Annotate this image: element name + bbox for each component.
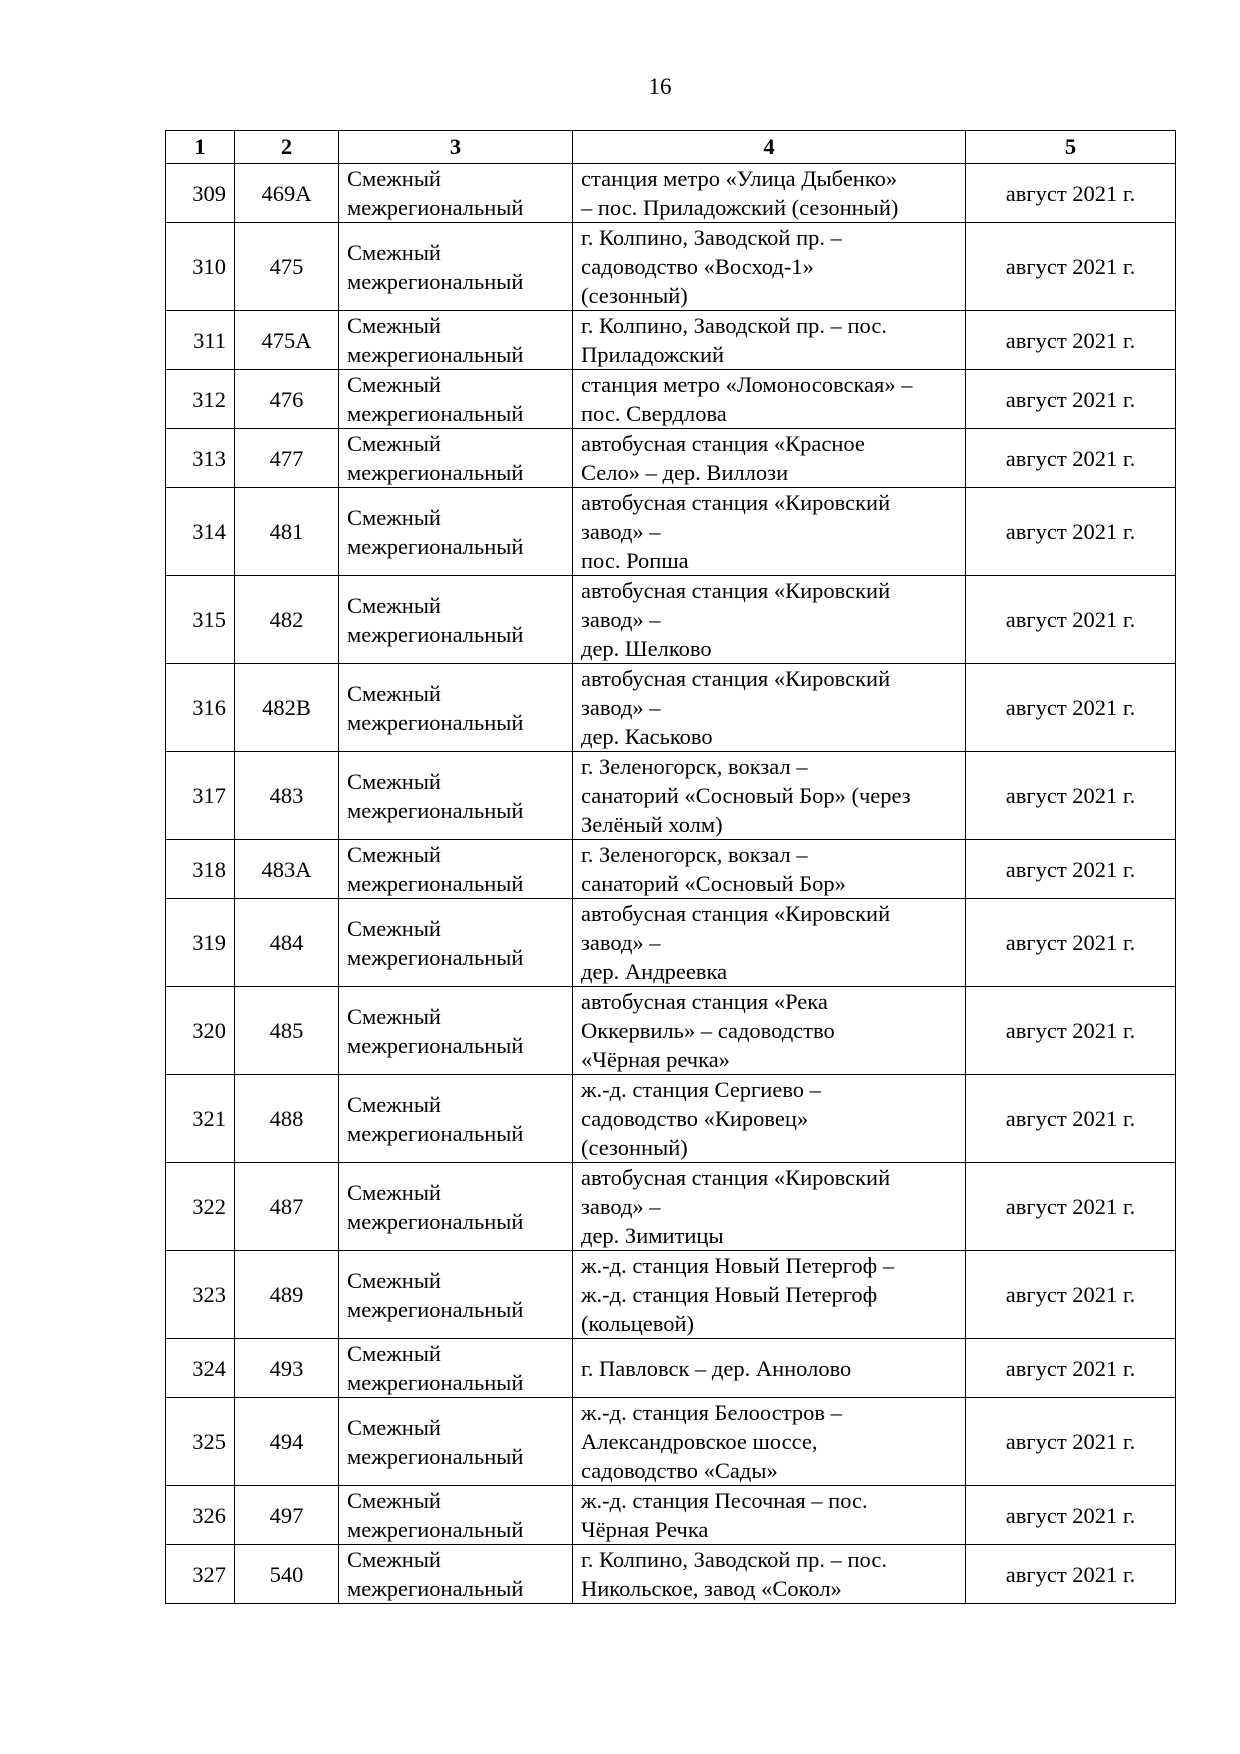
route-type-line: Смежный (347, 504, 441, 530)
row-number: 311 (166, 311, 235, 370)
table-row (166, 1251, 1176, 1339)
route-type-line: межрегиональный (347, 1443, 524, 1469)
route-type-line: Смежный (347, 1003, 441, 1029)
route-number: 482В (235, 664, 339, 752)
route-type-line: Смежный (347, 1414, 441, 1440)
route-type-line: межрегиональный (347, 342, 524, 367)
route-type-line: Смежный (347, 431, 441, 456)
route-path-line: Оккервиль» – садоводство (581, 1018, 835, 1043)
route-path-line: садоводство «Восход-1» (581, 254, 814, 279)
route-number: 488 (235, 1075, 339, 1163)
route-number: 481 (235, 488, 339, 576)
route-path-line: – пос. Приладожский (сезонный) (581, 195, 899, 220)
route-number: 482 (235, 576, 339, 664)
route-number: 477 (235, 429, 339, 488)
table-row (166, 576, 1176, 664)
route-type-line: Смежный (347, 1179, 441, 1205)
route-path-line: г. Зеленогорск, вокзал – (581, 754, 808, 779)
route-path-line: г. Колпино, Заводской пр. – пос. (581, 313, 887, 338)
route-type (339, 1339, 573, 1398)
start-date: август 2021 г. (966, 664, 1176, 752)
header-col-5: 5 (966, 131, 1176, 164)
route-type-line: межрегиональный (347, 268, 524, 294)
route-path-line: автобусная станция «Река (581, 989, 828, 1014)
route-path-line: ж.-д. станция Песочная – пос. (581, 1488, 868, 1513)
start-date: август 2021 г. (966, 1486, 1176, 1545)
route-path-line: г. Зеленогорск, вокзал – (581, 842, 808, 867)
route-path-line: станция метро «Ломоносовская» – (581, 372, 913, 397)
table-row (166, 488, 1176, 576)
route-type-line: межрегиональный (347, 944, 524, 970)
route-path (573, 1545, 966, 1604)
route-type (339, 164, 573, 223)
route-type-line: Смежный (347, 842, 441, 867)
start-date: август 2021 г. (966, 1251, 1176, 1339)
row-number: 325 (166, 1398, 235, 1486)
row-number: 310 (166, 223, 235, 311)
route-path-line: Приладожский (581, 342, 725, 367)
route-number: 493 (235, 1339, 339, 1398)
route-type-line: межрегиональный (347, 1370, 524, 1395)
route-type-line: межрегиональный (347, 1517, 524, 1542)
route-type-line: Смежный (347, 1091, 441, 1117)
route-number: 497 (235, 1486, 339, 1545)
route-path-line: Чёрная Речка (581, 1517, 709, 1542)
route-type-line: Смежный (347, 313, 441, 338)
start-date: август 2021 г. (966, 840, 1176, 899)
start-date: август 2021 г. (966, 1339, 1176, 1398)
route-path-line: автобусная станция «Кировский (581, 901, 891, 926)
route-number: 483А (235, 840, 339, 899)
table-row (166, 840, 1176, 899)
route-path (573, 987, 966, 1075)
row-number: 318 (166, 840, 235, 899)
route-path-line: завод» – (581, 930, 661, 955)
route-path-line: «Чёрная речка» (581, 1047, 730, 1072)
route-type-line: межрегиональный (347, 1208, 524, 1234)
route-path (573, 1251, 966, 1339)
route-path (573, 1486, 966, 1545)
route-path-line: Никольское, завод «Сокол» (581, 1576, 842, 1601)
route-number: 475 (235, 223, 339, 311)
route-path (573, 752, 966, 840)
table-row (166, 1075, 1176, 1163)
route-path-line: автобусная станция «Красное (581, 431, 865, 456)
route-type-line: межрегиональный (347, 195, 524, 220)
route-type-line: Смежный (347, 166, 441, 191)
row-number: 320 (166, 987, 235, 1075)
route-type (339, 1486, 573, 1545)
start-date: август 2021 г. (966, 752, 1176, 840)
route-path (573, 1075, 966, 1163)
start-date: август 2021 г. (966, 370, 1176, 429)
route-type-line: Смежный (347, 1547, 441, 1572)
route-path (573, 311, 966, 370)
route-path-line: ж.-д. станция Новый Петергоф – (581, 1253, 895, 1278)
route-path (573, 664, 966, 752)
start-date: август 2021 г. (966, 488, 1176, 576)
route-path-line: дер. Каськово (581, 724, 713, 749)
route-path (573, 429, 966, 488)
start-date: август 2021 г. (966, 1398, 1176, 1486)
route-type-line: Смежный (347, 1488, 441, 1513)
table-row (166, 223, 1176, 311)
route-type (339, 1163, 573, 1251)
start-date: август 2021 г. (966, 576, 1176, 664)
route-path (573, 488, 966, 576)
route-path-line: санаторий «Сосновый Бор» (581, 871, 846, 896)
header-col-2: 2 (235, 131, 339, 164)
table-row (166, 370, 1176, 429)
table-row (166, 899, 1176, 987)
route-path-line: садоводство «Сады» (581, 1458, 778, 1483)
route-path-line: Село» – дер. Виллози (581, 460, 789, 485)
route-path-line: пос. Свердлова (581, 401, 727, 426)
route-type-line: Смежный (347, 372, 441, 397)
route-type (339, 488, 573, 576)
row-number: 315 (166, 576, 235, 664)
row-number: 321 (166, 1075, 235, 1163)
route-type (339, 1075, 573, 1163)
table-row (166, 1398, 1176, 1486)
route-number: 540 (235, 1545, 339, 1604)
route-type (339, 752, 573, 840)
route-type-line: межрегиональный (347, 1576, 524, 1601)
route-type (339, 664, 573, 752)
route-path (573, 370, 966, 429)
route-path-line: (сезонный) (581, 1135, 688, 1160)
header-row (166, 131, 1176, 164)
route-path (573, 1339, 966, 1398)
table-row (166, 664, 1176, 752)
route-number: 484 (235, 899, 339, 987)
row-number: 312 (166, 370, 235, 429)
route-number: 483 (235, 752, 339, 840)
route-path-line: дер. Андреевка (581, 959, 728, 984)
route-path (573, 899, 966, 987)
route-type (339, 370, 573, 429)
route-type-line: межрегиональный (347, 871, 524, 896)
route-type-line: межрегиональный (347, 401, 524, 426)
route-path-line: дер. Зимитицы (581, 1223, 724, 1248)
route-path-line: дер. Шелково (581, 636, 712, 661)
route-type (339, 311, 573, 370)
route-type-line: Смежный (347, 768, 441, 794)
route-path-line: ж.-д. станция Новый Петергоф (581, 1282, 878, 1307)
row-number: 313 (166, 429, 235, 488)
table-row (166, 1163, 1176, 1251)
route-path-line: Александровское шоссе, (581, 1429, 818, 1454)
start-date: август 2021 г. (966, 429, 1176, 488)
table-row (166, 164, 1176, 223)
route-path-line: Зелёный холм) (581, 812, 723, 837)
route-type-line: межрегиональный (347, 1296, 524, 1322)
route-path-line: (сезонный) (581, 283, 688, 308)
route-path (573, 576, 966, 664)
route-number: 475А (235, 311, 339, 370)
route-type-line: Смежный (347, 915, 441, 941)
route-number: 489 (235, 1251, 339, 1339)
route-path-line: ж.-д. станция Белоостров – (581, 1400, 842, 1425)
table-row (166, 987, 1176, 1075)
route-path-line: автобусная станция «Кировский (581, 1165, 891, 1190)
header-col-3: 3 (339, 131, 573, 164)
row-number: 314 (166, 488, 235, 576)
route-type-line: Смежный (347, 592, 441, 618)
route-type (339, 1251, 573, 1339)
route-path (573, 1398, 966, 1486)
table-row (166, 1339, 1176, 1398)
table-row (166, 311, 1176, 370)
route-type-line: межрегиональный (347, 621, 524, 647)
route-type (339, 840, 573, 899)
route-path-line: г. Павловск – дер. Аннолово (581, 1355, 852, 1381)
route-path-line: автобусная станция «Кировский (581, 666, 891, 691)
route-number: 485 (235, 987, 339, 1075)
header-col-4: 4 (573, 131, 966, 164)
row-number: 327 (166, 1545, 235, 1604)
row-number: 326 (166, 1486, 235, 1545)
route-path-line: садоводство «Кировец» (581, 1106, 809, 1131)
route-type (339, 1398, 573, 1486)
table-row (166, 1545, 1176, 1604)
route-type-line: межрегиональный (347, 1032, 524, 1058)
route-number: 476 (235, 370, 339, 429)
route-path-line: г. Колпино, Заводской пр. – (581, 225, 842, 250)
table-row (166, 1486, 1176, 1545)
route-path-line: станция метро «Улица Дыбенко» (581, 166, 898, 191)
start-date: август 2021 г. (966, 899, 1176, 987)
header-col-1: 1 (166, 131, 235, 164)
route-type-line: Смежный (347, 1341, 441, 1366)
route-type (339, 429, 573, 488)
route-number: 487 (235, 1163, 339, 1251)
row-number: 309 (166, 164, 235, 223)
route-path-line: автобусная станция «Кировский (581, 578, 891, 603)
route-type-line: межрегиональный (347, 1120, 524, 1146)
page-number: 16 (648, 74, 672, 99)
table-row (166, 752, 1176, 840)
route-path-line: ж.-д. станция Сергиево – (581, 1077, 821, 1102)
route-type (339, 899, 573, 987)
row-number: 324 (166, 1339, 235, 1398)
route-path-line: завод» – (581, 607, 661, 632)
route-path-line: (кольцевой) (581, 1311, 695, 1336)
row-number: 319 (166, 899, 235, 987)
table-row (166, 429, 1176, 488)
route-type (339, 223, 573, 311)
route-path-line: завод» – (581, 695, 661, 720)
route-path-line: пос. Ропша (581, 548, 689, 573)
route-type-line: Смежный (347, 239, 441, 265)
start-date: август 2021 г. (966, 311, 1176, 370)
route-type-line: Смежный (347, 1267, 441, 1293)
route-type-line: Смежный (347, 680, 441, 706)
row-number: 317 (166, 752, 235, 840)
start-date: август 2021 г. (966, 223, 1176, 311)
route-type-line: межрегиональный (347, 797, 524, 823)
route-path (573, 840, 966, 899)
route-type (339, 1545, 573, 1604)
row-number: 323 (166, 1251, 235, 1339)
route-path-line: санаторий «Сосновый Бор» (через (581, 783, 911, 808)
start-date: август 2021 г. (966, 1075, 1176, 1163)
route-path-line: завод» – (581, 519, 661, 544)
table-body (166, 164, 1176, 1604)
route-type-line: межрегиональный (347, 460, 524, 485)
route-type-line: межрегиональный (347, 533, 524, 559)
routes-table (165, 130, 1176, 1604)
start-date: август 2021 г. (966, 1163, 1176, 1251)
row-number: 322 (166, 1163, 235, 1251)
row-number: 316 (166, 664, 235, 752)
route-path-line: автобусная станция «Кировский (581, 490, 891, 515)
route-number: 494 (235, 1398, 339, 1486)
route-type-line: межрегиональный (347, 709, 524, 735)
route-path (573, 1163, 966, 1251)
route-path-line: завод» – (581, 1194, 661, 1219)
route-path (573, 164, 966, 223)
start-date: август 2021 г. (966, 987, 1176, 1075)
route-path-line: г. Колпино, Заводской пр. – пос. (581, 1547, 887, 1572)
route-type (339, 576, 573, 664)
route-path (573, 223, 966, 311)
start-date: август 2021 г. (966, 164, 1176, 223)
route-type (339, 987, 573, 1075)
start-date: август 2021 г. (966, 1545, 1176, 1604)
route-number: 469А (235, 164, 339, 223)
